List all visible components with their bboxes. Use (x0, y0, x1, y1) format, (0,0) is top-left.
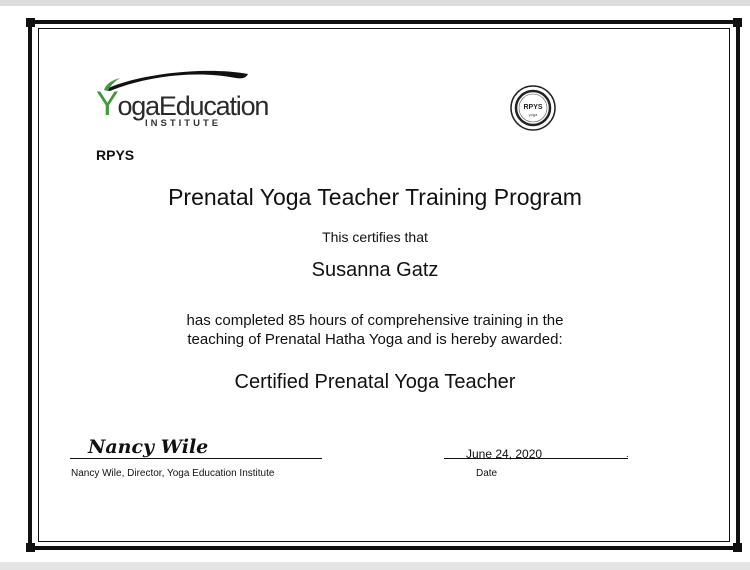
date-trailing-mark: . (626, 449, 629, 460)
logo-subtitle: INSTITUTE (145, 118, 222, 129)
recipient-name: Susanna Gatz (311, 259, 439, 281)
completion-text-line-1: has completed 85 hours of comprehensive training in the (186, 312, 564, 329)
certifies-text: This certifies that (322, 229, 428, 245)
logo-brand-text: ogaEducation (117, 91, 269, 121)
signature-line (70, 458, 322, 459)
award-title: Certified Prenatal Yoga Teacher (234, 371, 516, 393)
credential-label: RPYS (96, 147, 135, 163)
handwritten-signature: Nancy Wile (88, 436, 209, 458)
program-title: Prenatal Yoga Teacher Training Program (168, 184, 582, 210)
date-caption: Date (476, 468, 498, 479)
rpys-seal-icon (510, 85, 556, 131)
page-bottom-edge (0, 562, 750, 570)
date-line (444, 458, 628, 459)
completion-text-line-2: teaching of Prenatal Hatha Yoga and is hereby awarded: (187, 331, 563, 348)
corner-ornament-bottom-right (733, 543, 742, 552)
seal-subtext: yoga (528, 112, 538, 117)
date-value: June 24, 2020 (466, 447, 543, 461)
logo-y-letter: Y (96, 85, 118, 123)
corner-ornament-top-right (733, 18, 742, 27)
page-top-edge (0, 0, 750, 6)
corner-ornament-bottom-left (26, 543, 35, 552)
seal-text: RPYS (523, 104, 543, 111)
corner-ornament-top-left (26, 18, 35, 27)
signature-caption: Nancy Wile, Director, Yoga Education Institute (71, 468, 275, 479)
